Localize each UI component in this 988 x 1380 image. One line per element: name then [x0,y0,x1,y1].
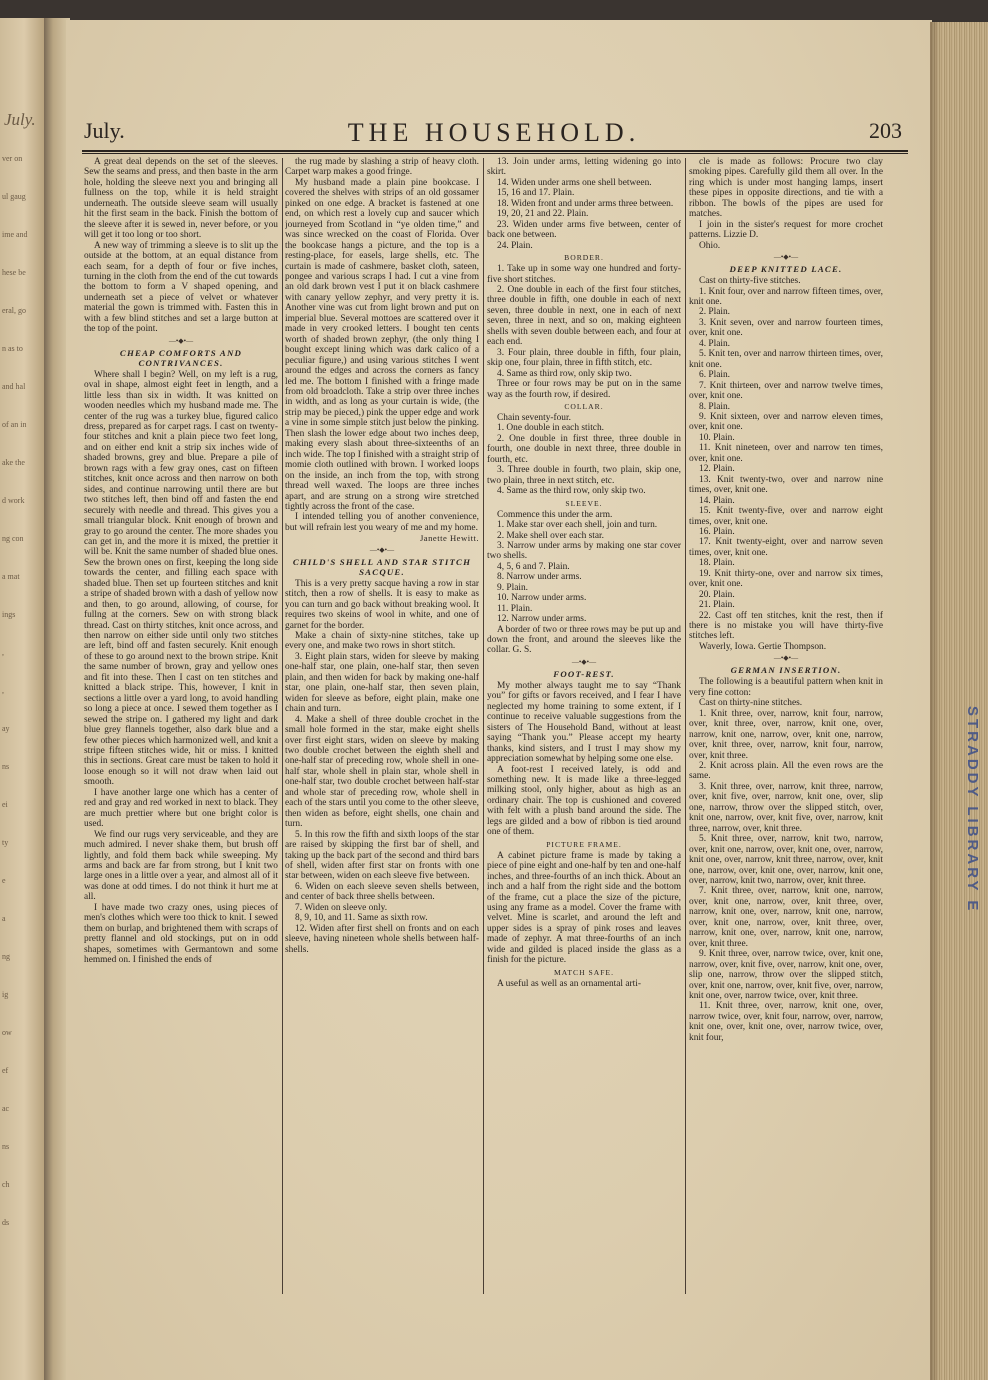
facing-page-fragment: ns [2,1142,10,1151]
paragraph: 10. Plain. [699,432,735,443]
paragraph: 4. Make a shell of three double crochet in the small hole formed in the star, make eight shells over first eight stars, widen on sleeve by making two double crochet between the eighth shell and one-half star of preceding row, whole shell in one-half star, whole shell in plain star, whole shell in one-half star, two double crochet between half-star and whole star of preceding row, whole shell in each of the stars until you come to the other sleeve, then widen as before, eight shells, one chain and turn. [285,714,479,830]
paragraph: 18. Widen front and under arms three between. [497,198,674,209]
paragraph: I intended telling you of another convenience, but will refrain lest you weary of me and my home. [285,512,479,533]
paragraph: I have another large one which has a center of red and gray and red worked in next to black. They are much prettier where but one bright color is used. [84,787,278,830]
facing-page-header: July. [4,110,36,129]
paragraph: 12. Plain. [699,464,735,475]
author-signature: Janette Hewitt. [419,533,479,544]
paragraph: A cabinet picture frame is made by taking a piece of pine eight and one-half by ten and one-half inches, and three-fourths of an inch thick. About an inch and a half from the right side and the bottom of the frame, cut a place the size of the picture, using any frame as a model. Cover the frame with velvet. Mine is scarlet, and around the left and upper sides is a spray of pink roses and leaves made of zephyr. A mat three-fourths of an inch wide and gilded is placed inside the glass as a finish for the picture. [487,850,681,966]
paragraph: 17. Knit twenty-eight, over and narrow seven times, over, knit one. [689,537,883,558]
paragraph: A new way of trimming a sleeve is to slit up the outside at the bottom, at an equal distance from each seam, for a depth of four or five inches, turning in the cloth from the end of the cut towards the bottom to form a V shaped opening, and underneath set a piece of velvet or whatever material the gown is trimmed with. Fasten this in with a few blind stitches and set a large button at the top of the point. [84,240,278,335]
paragraph: 4. Plain. [699,338,730,349]
paragraph: 22. Cast off ten stitches, knit the rest, then if there is no mistake you will have thirty-five stitches left. [689,610,883,642]
paragraph: cle is made as follows: Procure two clay smoking pipes. Carefully gild them all over. In the ring which is under most hanging lamps, insert these pipes in opposite directions, and tie with a ribbon. The bowls of the pipes are used for matches. [689,157,883,220]
paragraph: the rug made by slashing a strip of heavy cloth. Carpet warp makes a good fringe. [285,157,479,178]
paragraph: 15, 16 and 17. Plain. [497,188,575,199]
paragraph: This is a very pretty sacque having a row in star stitch, then a row of shells. It is easy to make as you can turn and go back without breaking wool. It requires two skeins of wool in white, and one of garnet for the border. [285,578,479,631]
paragraph: 4. Same as the third row, only skip two. [497,486,646,497]
section-ornament: —•◆•— [773,654,799,663]
facing-page-fragment: ime and [2,230,28,239]
paragraph: A border of two or three rows may be put up and down the front, and around the sleeves like the collar. G. S. [487,624,681,656]
article-heading: CHILD'S SHELL AND STAR STITCH SACQUE. [292,556,472,577]
column-2 [285,157,479,1293]
facing-page-fragment: ng con [2,534,24,543]
section-ornament: —•◆•— [571,657,597,666]
publication-title: THE HOUSEHOLD. [347,118,641,147]
paragraph: 2. Make shell over each star. [497,530,604,541]
paragraph: 20. Plain. [699,589,735,600]
paragraph: 11. Knit three, over, narrow, knit one, over, narrow twice, over, knit four, narrow, over, narrow, knit one, over, knit one, over, narrow twice, over, knit four, [689,1001,883,1043]
section-ornament: —•◆•— [773,253,799,262]
column-4 [689,157,883,1293]
paragraph: Cast on thirty-five stitches. [699,276,801,287]
library-stamp: STRADDY LIBRARY E [964,706,981,914]
paragraph: 12. Widen after first shell on fronts and on each sleeve, having nineteen whole shells between half-shells. [285,923,479,955]
paragraph: 2. Knit across plain. All the even rows are the same. [689,761,883,782]
paragraph: 3. Eight plain stars, widen for sleeve by making one-half star, one plain, one-half star, then seven plain, and then widen for back by making one-half star, one plain, one-half star, then seven plain, widen for sleeve as before, eight plain, make one chain and turn. [285,651,479,715]
facing-page-fragment: hese be [2,268,26,277]
paragraph: 1. Make star over each shell, join and turn. [497,520,658,531]
facing-page-fragment: ns [2,762,10,771]
facing-page-edge [0,18,44,1380]
section-subheading: MATCH SAFE. [554,967,614,977]
paragraph: 23. Widen under arms five between, center of back one between. [487,219,681,241]
article-heading: DEEP KNITTED LACE. [729,264,843,275]
facing-page-fragment: ake the [2,458,25,467]
article-heading: CHEAP COMFORTS AND CONTRIVANCES. [119,347,243,368]
paragraph: 19. Knit thirty-one, over and narrow six times, over, knit one. [689,568,883,590]
column-1 [84,157,278,1293]
paragraph: 6. Widen on each sleeve seven shells between, and center of back three shells between. [285,881,479,903]
paragraph: 7. Knit three, over, narrow, knit one, narrow, over, knit one, narrow, over, knit three, over, narrow, knit one, over, narrow, knit one, narrow, over, knit one, narrow, over, knit three, over, narrow, knit one, over, narrow, knit one, narrow, over, knit three. [689,886,883,949]
facing-page-fragment: , [2,648,4,657]
facing-page-fragment: ty [2,838,9,847]
paragraph: A useful as well as an ornamental arti- [497,978,641,989]
paragraph: 8. Narrow under arms. [497,572,582,583]
paragraph: A great deal depends on the set of the sleeves. Sew the seams and press, and then baste in the arm hole, holding the sleeve next you and bringing all fullness on the top, while it is held straight underneath. The outside sleeve seam will usually hit the first seam in the back. Finish the bottom of the sleeve after it is sewed in, never before, or you will get it too long or too short. [84,157,278,241]
paragraph: 1. Knit three, over, narrow, knit four, narrow, over, knit three, over, narrow, knit one, over, narrow, knit one, narrow, over, knit one, narrow, over, knit three, over, narrow, knit four, narrow, over, knit three. [689,708,883,761]
issue-month: July. [84,118,125,143]
column-divider [483,158,484,1294]
paragraph: 9. Knit sixteen, over and narrow eleven times, over, knit one. [689,411,883,433]
paragraph: Cast on thirty-nine stitches. [699,698,803,709]
paragraph: Ohio. [699,240,721,251]
facing-page-fragment: ul gaug [2,192,26,201]
facing-page-fragment: ig [2,990,9,999]
facing-page-fragment: a mat [2,572,20,581]
paragraph: 1. One double in each stitch. [497,423,605,434]
facing-page-fragment: d work [2,496,25,505]
paragraph: I have made two crazy ones, using pieces of men's clothes which were too thick to knit. I sewed them on burlap, and brightened them with scraps of pretty flannel and old stockings, put on in odd shapes, sometimes with Germantown and some hemmed on. I finished the ends of [84,902,278,966]
paragraph: 21. Plain. [699,600,735,611]
paragraph: A foot-rest I received lately, is odd and something new. It is made like a three-legged milking stool, only higher, about as high as an ordinary chair. The top is cushioned and covered with felt with a plush band around the side. The legs are gilded and a bow of ribbon is tied around one of them. [487,764,681,838]
paragraph: We find our rugs very serviceable, and they are much admired. I never shake them, but brush off lightly, and fold them back while sweeping. My arms and back are far from strong, but I knit two large ones in a little over a year, and almost all of it was done at odd times. I do not think it hurt me at all. [84,829,278,903]
paragraph: 6. Plain. [699,370,730,381]
paragraph: I join in the sister's request for more crochet patterns. Lizzie D. [689,219,883,241]
paragraph: 18. Plain. [699,558,735,569]
page-header [84,118,904,152]
paragraph: 8, 9, 10, and 11. Same as sixth row. [295,913,428,924]
header-rule [82,150,908,154]
column-divider [685,158,686,1294]
paragraph: 11. Knit nineteen, over and narrow ten times, over, knit one. [689,443,883,464]
facing-page-fragment: ei [2,800,8,809]
facing-page-fragment: ds [2,1218,10,1227]
paragraph: 3. Knit three, over, narrow, knit three, narrow, over, knit five, over, narrow, knit one, over, slip one, narrow, throw over the slipped stitch, over, knit one, narrow, over, knit five, over, narrow, knit three, narrow, over, knit three. [689,781,883,834]
paragraph: 9. Plain. [497,582,528,593]
paragraph: 7. Widen on sleeve only. [295,902,388,913]
facing-page-fragment: ow [2,1028,12,1037]
paragraph: 2. One double in each of the first four stitches, three double in fifth, one double in each of next seven, three double in next, one in each of next seven, three in next, and so on, making eighteen shells with seven double between each, and four at each end. [487,284,681,348]
paragraph: 14. Widen under arms one shell between. [497,177,652,188]
paragraph: 11. Plain. [497,603,533,614]
paragraph: 24. Plain. [497,240,533,251]
paragraph: Where shall I begin? Well, on my left is a rug, oval in shape, almost eight feet in length, and a little less than six in width. It was knitted on wooden needles which my husband made me. The center of the rug was a turkey blue, figured calico dress, prepared as for carpet rags. I cast on twenty-four stitches and knit a plain piece two feet long, and on either end knit a strip six inches wide of shaded browns, grey and blue. Prepare a pile of brown rags with a few gray ones, cast on fifteen stitches, knit once across and then narrow on both sides, and continue narrowing until there are but two stitches left, then bind off and fasten the end securely with needle and thread. This gives you a small triangular block. Knit enough of brown and gray to go around the center. The more shades you can get in, and the more it is mixed, the prettier it will be. Knit the same number of shaded blue ones. Sew the brown ones on first, keeping the long side towards the center, and filling each space with shaded blue. Then set up fourteen stitches and knit a stripe of shaded brown with a dash of yellow now and then, to go around, allowing, of course, for fullng at the corners. Sew on with strong black thread. Cast on thirty stitches, knit once across, and then narrow on either side until only two stitches are left, bind off and fasten securely. Knit enough of these to go around next to the brown stripe. Knit the same number of brown, gray and yellow ones and fit into these. Then I cast on ten stitches and knitted a black stripe. This, however, I knit in sections a little over a yard long, to avoid handling so long a piece at once. I sewed them together as I sewed the stripe on. I gathered my light and dark blue grey flannels together, also dark blue and a few other pieces which harmonized well, and knit a stripe fifteen stitches wide, hit or miss. I knitted this in sections. Great care must be taken to hold it loose enough so it will not draw when laid out smooth. [84,369,278,788]
facing-page-fragment: and hal [2,382,26,391]
paragraph: 19, 20, 21 and 22. Plain. [497,209,589,220]
facing-page-fragment: ac [2,1104,10,1113]
paragraph: 10. Narrow under arms. [497,593,587,604]
paragraph: 15. Knit twenty-five, over and narrow eight times, over, knit one. [689,506,883,527]
facing-page-fragment: , [2,686,4,695]
paragraph: 5. Knit three, over, narrow, knit two, narrow, over, knit one, narrow, over, knit one, over, narrow, knit one, over, narrow, knit three, narrow, over, knit one, narrow, over, knit one, over, narrow, knit one, over, narrow, knit two, narrow, over, knit three. [689,834,883,886]
paragraph: 2. One double in first three, three double in fourth, one double in next three, three double in fourth, etc. [487,433,681,465]
paragraph: My mother always taught me to say “Thank you” for gifts or favors received, and I fear I have neglected my home training to some extent, if I continue to receive valuable suggestions from the sisters of The Household Band, without at least saying “Thank you.” Please accept my hearty thanks, kind sisters, and I trust I may show my appreciation somewhat by helping some one else. [487,680,681,765]
paragraph: 7. Knit thirteen, over and narrow twelve times, over, knit one. [689,380,883,402]
facing-page-fragment: e [2,876,6,885]
paragraph: 3. Four plain, three double in fifth, four plain, skip one, four plain, three in fifth stitch, etc. [487,347,681,369]
paragraph: 3. Narrow under arms by making one star cover two shells. [487,540,681,562]
section-subheading: SLEEVE. [565,498,603,508]
section-ornament: —•◆•— [369,545,395,554]
facing-page-fragment: n as to [2,344,23,353]
paragraph: 12. Narrow under arms. [497,614,587,625]
paragraph: My husband made a plain pine bookcase. I covered the shelves with strips of an old gossamer pinked on one edge. A bracket is fastened at one end, on which rest a lovely cup and saucer which journeyed from Scotland in “ye olden time,” and was since wrecked on the coast of Florida. Over the bookcase hangs a picture, and the top is a resting-place, for easels, large shells, etc. The curtain is made of cashmere, basket cloth, sateen, pongee and various scraps I had. I cut a vine from an old dark brown vest I put it on black cashmere with canary yellow zephyr, and very pretty it is. Another vine was cut from light brown and put on imperial blue. Several mottoes are scattered over it made in very crooked letters. I bought ten cents worth of shaded brown zephyr, (the only thing I bought except lining which was dark calico of a peculiar figure,) and using various stitches I went around the edges and across the corners as fancy led me. The bottom I finished with a fringe made from old broadcloth. Take a strip over three inches in width, and as long as your curtain is wide, (the strip may be pieced,) pink the upper edge and work a vine in some simple stitch just below the pinking. Then slash the lower edge about two inches deep, making every slash about three-sixteenths of an inch wide. The top I finished with a straight strip of momie cloth outlined with brown. I worked loops on the inside, an inch from the top, with strong thread well waxed. The loops are three inches apart, and are strung on a strong wire stretched tightly across the front of the case. [285,177,479,512]
paragraph: 13. Join under arms, letting widening go into skirt. [487,157,681,178]
facing-page-fragment: ay [2,724,10,733]
column-divider [282,158,283,1294]
facing-page-fragment: a [2,914,6,923]
section-ornament: —•◆•— [168,336,194,345]
paragraph: The following is a beautiful pattern when knit in very fine cotton: [689,677,883,698]
section-subheading: BORDER. [564,253,604,263]
paragraph: 5. In this row the fifth and sixth loops of the star are raised by skipping the first bar of shell, and taking up the back part of the second and third bars of shell, widen after first star on fronts with one star between, widen on each sleeve five between. [285,829,479,882]
column-3 [487,157,681,1293]
paragraph: Chain seventy-four. [497,412,571,423]
facing-page-fragment: ng [2,952,10,961]
paragraph: 9. Knit three, over, narrow twice, over, knit one, narrow, over, knit five, over, narrow, knit one, over, slip one, narrow, throw over the slipped stitch, over, knit one, narrow, over, knit five, over, narrow, knit one, over, narrow twice, over, knit three. [689,949,883,1001]
paragraph: Three or four rows may be put on in the same way as the fourth row, if desired. [487,379,681,400]
paragraph: 4, 5, 6 and 7. Plain. [497,561,570,572]
paragraph: 5. Knit ten, over and narrow thirteen times, over, knit one. [689,349,883,370]
article-heading: FOOT-REST. [553,668,615,679]
paragraph: Waverly, Iowa. Gertie Thompson. [699,641,827,652]
paragraph: 3. Knit seven, over and narrow fourteen times, over, knit one. [689,317,883,339]
facing-page-fragment: eral, go [2,306,26,315]
facing-page-fragment: ver on [2,154,23,163]
facing-page-fragment: ch [2,1180,10,1189]
paragraph: 13. Knit twenty-two, over and narrow nine times, over, knit one. [689,474,883,496]
facing-page-fragment: ef [2,1066,9,1075]
paragraph: Commence this under the arm. [497,509,613,520]
section-subheading: COLLAR. [564,401,604,411]
paragraph: 8. Plain. [699,401,730,412]
paragraph: 1. Take up in some way one hundred and forty-five short stitches. [487,264,681,285]
paragraph: 14. Plain. [699,495,735,506]
paragraph: 1. Knit four, over and narrow fifteen times, over, knit one. [689,286,883,307]
page-number: 203 [869,118,902,143]
article-heading: GERMAN INSERTION. [730,665,842,676]
paragraph: 3. Three double in fourth, two plain, skip one, two plain, three in next stitch, etc. [487,465,681,486]
paragraph: 2. Plain. [699,307,730,318]
paragraph: 16. Plain. [699,526,735,537]
paragraph: Make a chain of sixty-nine stitches, take up every one, and make two rows in short stitch. [285,631,479,652]
facing-page-fragment: of an in [2,420,27,429]
facing-page-fragment: ings [2,610,16,619]
section-subheading: PICTURE FRAME. [546,839,622,849]
paragraph: 4. Same as third row, only skip two. [497,368,632,379]
